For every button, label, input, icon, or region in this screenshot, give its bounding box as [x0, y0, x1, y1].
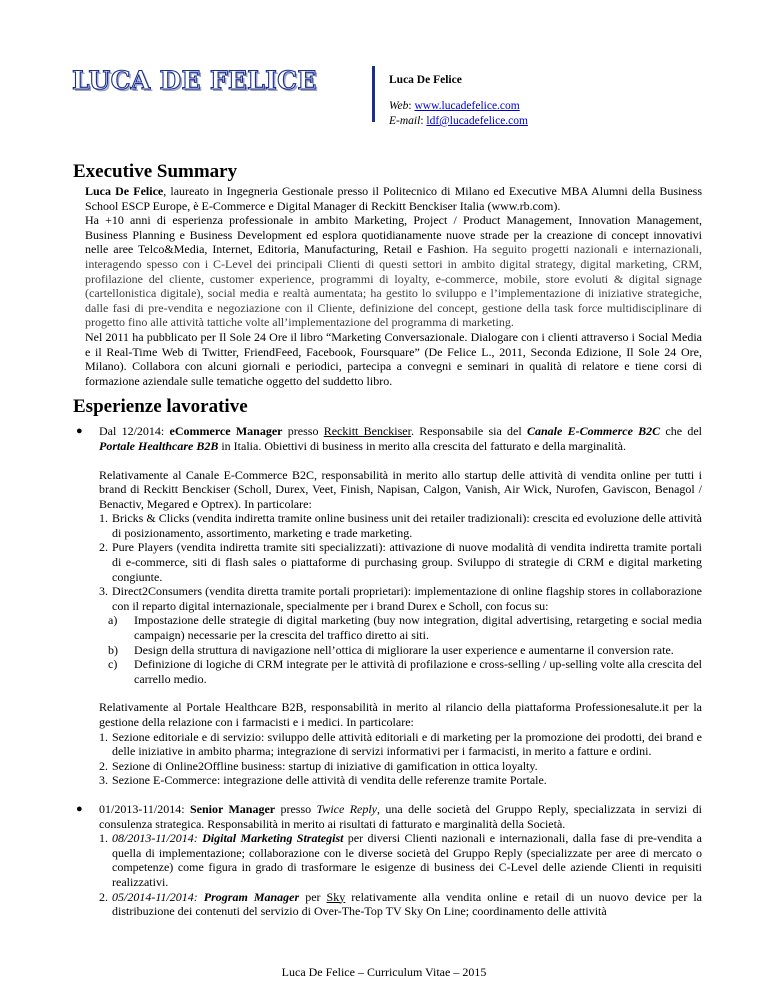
job1-role: eCommerce Manager — [169, 424, 283, 439]
list-item: 1. Bricks & Clicks (vendita indiretta tramite online business unit dei retailer tradizionali): crescita ed evoluzione delle attività di posizionamento, assortimento, marketing e trade marketing. — [99, 511, 702, 540]
bullet-icon: ● — [76, 425, 83, 438]
web-line: Web: www.lucadefelice.com — [389, 100, 520, 112]
job2-company: Twice Reply — [316, 801, 378, 816]
summary-p1: , laureato in Ingegneria Gestionale presso il Politecnico di Milano ed Executive MBA Alumni della Business School ESCP Europe, è E-Commerce e Digital Manager di Reckitt Benckiser Italia (www.rb.com). — [85, 184, 702, 213]
page-footer: Luca De Felice – Curriculum Vitae – 2015 — [281, 965, 487, 979]
job1-b2b-intro: Relativamente al Portale Healthcare B2B, responsabilità in merito al rilancio della piattaforma Professionesalute.it per la gestione della relazione con i farmacisti e i medici. In particolare: — [99, 700, 702, 729]
job2-role: Senior Manager — [189, 801, 276, 816]
summary-p2b: Ha seguito progetti nazionali e internazionali, interagendo spesso con i C-Level dei principali Clienti di questi settori in ambito digital strategy, digital marketing, CRM, profilazione del cliente, customer experience, programmi di loyalty, e-commerce, mobile, store evoluti & digital signage (cartellonistica digitale), social media e realtà aumentata; ha gestito lo sviluppo e l’implementazione di iniziative strategiche, dalle fasi di pre-vendita e negoziazione con il Cliente, definizione del concept, gestione della task force multidisciplinare di progetto fino alle attività tattiche volte all’implementazione del programma di marketing. — [85, 242, 702, 330]
job2-summary: 01/2013-11/2014: Senior Manager presso Twice Reply, una delle società del Gruppo Reply, specializzata in servizi di consulenza strategica. Responsabilità in merito ai risultati di fatturato e marginalità della Società. — [99, 801, 702, 831]
b2c-list — [99, 511, 702, 686]
job1-portal: Portale Healthcare B2B — [99, 438, 219, 453]
web-link[interactable]: www.lucadefelice.com — [414, 100, 520, 112]
list-item: 2. 05/2014-11/2014: Program Manager per Sky relativamente alla vendita online e retail di un nuovo device per la distribuzione dei contenuti del servizio di Over-The-Top TV Sky On Line; coordinamento delle attività — [99, 889, 703, 919]
list-item: 2. Pure Players (vendita indiretta tramite siti specializzati): attivazione di nuove modalità di vendita indiretta tramite portali di e-commerce, siti di flash sales o piattaforme di purchasing group. Sviluppo di strategie di CRM e digital marketing congiunte. — [99, 540, 702, 584]
job1-company: Reckitt Benckiser — [323, 424, 411, 439]
job1-b2c-intro: Relativamente al Canale E-Commerce B2C, responsabilità in merito allo startup delle attività di vendita online per tutti i brand di Reckitt Benckiser (Scholl, Durex, Veet, Finish, Napisan, Calgon, Vanish, Air Wick, Nurofen, Gaviscon, Benagol / Benactiv, Megared e Optrex). In particolare: — [99, 467, 702, 511]
bullet-icon: ● — [76, 802, 83, 815]
email-label: E-mail — [389, 115, 421, 127]
b2b-list — [99, 730, 702, 788]
list-item: b) Design della struttura di navigazione nell’ottica di migliorare la user experience e aumentarne il conversion rate. — [108, 642, 674, 657]
summary-name: Luca De Felice — [85, 184, 164, 198]
list-item: 3. Direct2Consumers (vendita diretta tramite portali proprietari): implementazione di online flagship stores in collaborazione con il reparto digital internazionale, specialmente per i brand Durex e Scholl, con focus su: a) Impostazione delle strategie di digital marketing (buy now integration, digital advertising, retargeting e social media campaign) necessarie per la crescita del traffico diretto ai siti. b) Design della struttura di navigazione nell’ottica di migliorare la user experience e aumentarne il conversion rate. c) Definizione di logiche di CRM integrate per le attività di profilazione e cross-selling / up-selling volte alla crescita del carrello medio. — [99, 584, 702, 686]
cv-body — [74, 161, 702, 919]
summary-p2a: Ha +10 anni di esperienza professionale in ambito Marketing, Project / Product Management, Innovation Management, Business Planning e Business Development ed esplora quotidianamente nuove strade per la creazione di concept innovativi nelle aree Telco&Media, Internet, Editoria, Manufacturing, Retail e Fashion. — [85, 213, 702, 257]
summary-text — [85, 184, 702, 388]
list-item: 1. 08/2013-11/2014: Digital Marketing Strategist per diversi Clienti nazionali e internazionali, dalla fase di pre-vendita a quella di implementazione; collaborazione con le diverse società del Gruppo Reply (specializzate per aree di mercato o competenze) come figura in grado di trasformare le esigenze di business dei C-Level delle aziende Clienti in requisiti realizzativi. — [99, 831, 702, 889]
email-line: E-mail: ldf@lucadefelice.com — [389, 115, 528, 127]
twice-list — [99, 831, 702, 919]
experience-heading: Esperienze lavorative — [73, 396, 248, 418]
list-item: 1. Sezione editoriale e di servizio: sviluppo delle attività editoriali e di marketing per la promozione dei prodotti, dei brand e delle iniziative in ambito pharma; integrazione di servizi informativi per i farmacisti, in merito a fatture e ordini. — [99, 729, 702, 759]
contact-block — [389, 73, 528, 129]
job1-summary: Dal 12/2014: eCommerce Manager presso Reckitt Benckiser. Responsabile sia del Canale E-Commerce B2C che del Portale Healthcare B2B in Italia. Obiettivi di business in merito alla crescita del fatturato e della marginalità. — [99, 424, 703, 453]
list-item: 2. Sezione di Online2Offline business: startup di iniziative di gamification in ottica loyalty. — [99, 758, 538, 773]
header-divider — [372, 66, 375, 122]
list-item: a) Impostazione delle strategie di digital marketing (buy now integration, digital advertising, retargeting e social media campaign) necessarie per la crescita del traffico diretto ai siti. — [108, 613, 702, 643]
email-link[interactable]: ldf@lucadefelice.com — [426, 115, 528, 127]
b2c-sublist — [108, 613, 702, 686]
list-item: 3. Sezione E-Commerce: integrazione delle attività di vendita delle referenze tramite Portale. — [99, 773, 547, 788]
contact-name: Luca De Felice — [389, 74, 462, 86]
job-reckitt — [74, 424, 702, 788]
web-label: Web — [389, 100, 409, 112]
job1-channel: Canale E-Commerce B2C — [526, 424, 661, 439]
logo-name: LUCA DE FELICE — [72, 66, 317, 95]
summary-heading: Executive Summary — [73, 161, 238, 182]
summary-p3: Nel 2011 ha pubblicato per Il Sole 24 Ore il libro “Marketing Conversazionale. Dialogare con i clienti attraverso i Social Media e il Real-Time Web di Twitter, FriendFeed, Facebook, Foursquare” (De Felice L., 2011, Seconda Edizione, Il Sole 24 Ore, Milano). Collabora con alcuni giornali e periodici, partecipa a convegni e seminari in qualità di relatore e tiene corsi di formazione aziendale sulle tematiche oggetto del suddetto libro. — [85, 329, 702, 388]
list-item: c) Definizione di logiche di CRM integrate per le attività di profilazione e cross-selling / up-selling volte alla crescita del carrello medio. — [108, 657, 702, 686]
job-twice-reply — [74, 802, 702, 919]
